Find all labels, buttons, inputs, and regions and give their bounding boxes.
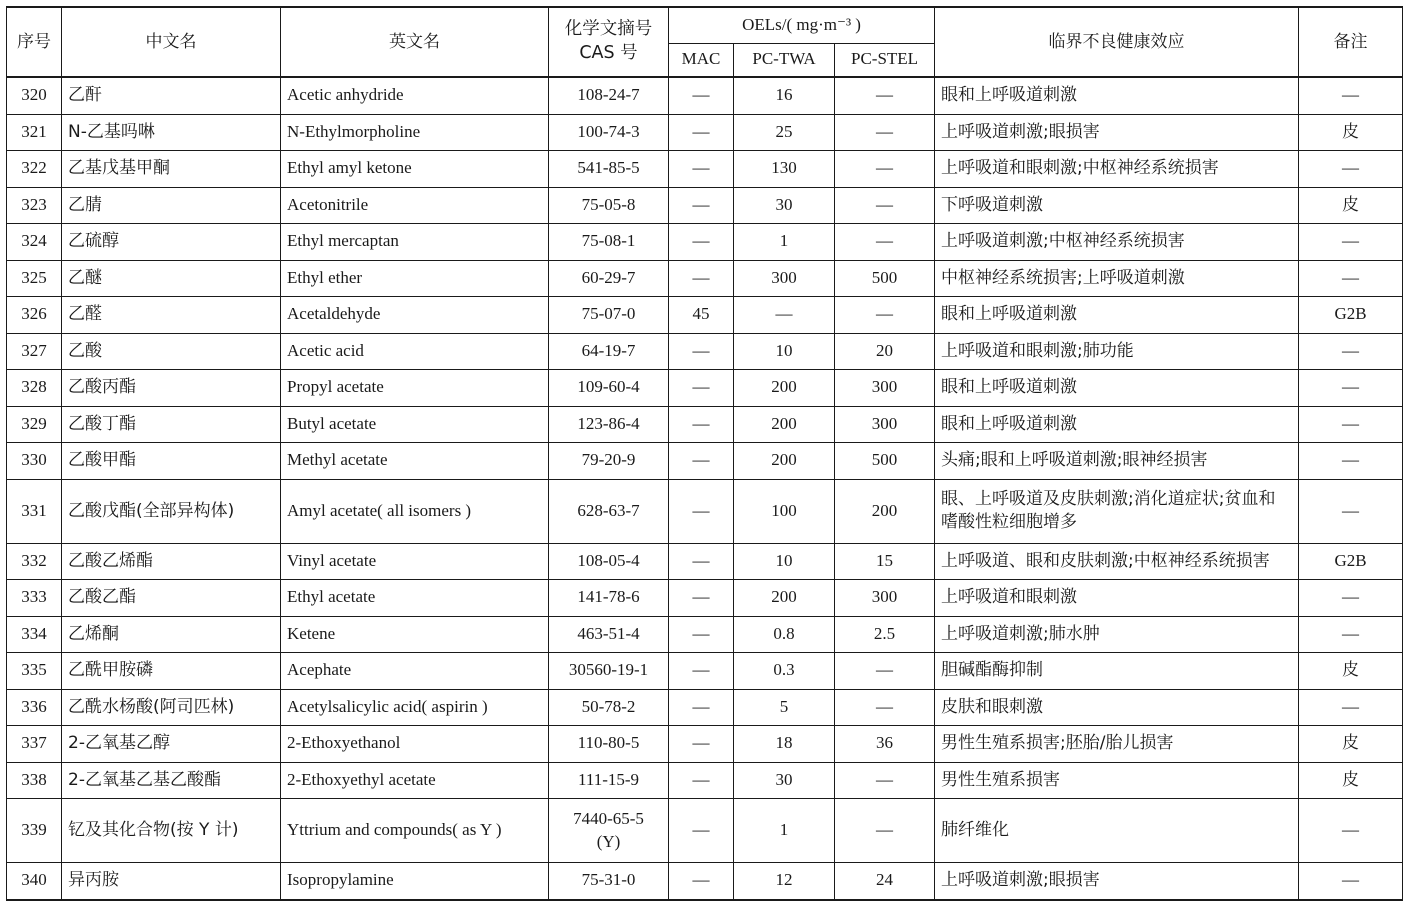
cell-cn-name: 2-乙氧基乙醇 [62, 726, 281, 763]
cell-en-name: N-Ethylmorpholine [281, 114, 549, 151]
cell-cas: 110-80-5 [549, 726, 669, 763]
cell-no: 334 [7, 616, 62, 653]
header-oels: OELs/( mg·m⁻³ ) [669, 7, 935, 43]
cell-no: 322 [7, 151, 62, 188]
cell-effect: 胆碱酯酶抑制 [935, 653, 1299, 690]
cell-effect: 上呼吸道、眼和皮肤刺激;中枢神经系统损害 [935, 543, 1299, 580]
cell-en-name: Propyl acetate [281, 370, 549, 407]
cell-en-name: Vinyl acetate [281, 543, 549, 580]
cell-pc-stel: — [835, 114, 935, 151]
table-row [7, 726, 1403, 763]
table-row [7, 151, 1403, 188]
cell-mac: — [669, 479, 734, 543]
cell-no: 321 [7, 114, 62, 151]
cell-no: 323 [7, 187, 62, 224]
table-row [7, 799, 1403, 863]
cell-pc-twa: 0.3 [734, 653, 835, 690]
table-row [7, 187, 1403, 224]
cell-mac: — [669, 370, 734, 407]
cell-note: — [1299, 260, 1403, 297]
cell-en-name: Ethyl mercaptan [281, 224, 549, 261]
cell-note: 皮 [1299, 114, 1403, 151]
cell-pc-stel: 500 [835, 260, 935, 297]
cell-mac: — [669, 543, 734, 580]
cell-cas: 75-07-0 [549, 297, 669, 334]
cell-no: 336 [7, 689, 62, 726]
cell-en-name: Amyl acetate( all isomers ) [281, 479, 549, 543]
cell-mac: — [669, 77, 734, 114]
cell-en-name: Isopropylamine [281, 863, 549, 900]
cell-pc-stel: 15 [835, 543, 935, 580]
cell-pc-stel: 300 [835, 370, 935, 407]
cell-en-name: Acetonitrile [281, 187, 549, 224]
cell-cas: 109-60-4 [549, 370, 669, 407]
cell-pc-stel: — [835, 799, 935, 863]
cell-mac: — [669, 580, 734, 617]
header-note: 备注 [1299, 7, 1403, 77]
cell-no: 326 [7, 297, 62, 334]
header-cas [549, 7, 669, 77]
cell-no: 337 [7, 726, 62, 763]
cell-cas: 30560-19-1 [549, 653, 669, 690]
cell-mac: — [669, 151, 734, 188]
cell-pc-twa: 1 [734, 224, 835, 261]
cell-cn-name: 乙酸 [62, 333, 281, 370]
cell-en-name: Ethyl ether [281, 260, 549, 297]
cell-cn-name: 异丙胺 [62, 863, 281, 900]
cell-pc-stel: 500 [835, 443, 935, 480]
cell-no: 330 [7, 443, 62, 480]
cell-no: 320 [7, 77, 62, 114]
cell-cas: 108-24-7 [549, 77, 669, 114]
cell-mac: — [669, 406, 734, 443]
cell-pc-twa: 130 [734, 151, 835, 188]
header-cas-line2: CAS 号 [579, 43, 638, 63]
cell-note: 皮 [1299, 187, 1403, 224]
cell-cn-name: 乙酸乙烯酯 [62, 543, 281, 580]
cell-cas: 541-85-5 [549, 151, 669, 188]
cell-cn-name: 乙烯酮 [62, 616, 281, 653]
cell-effect: 下呼吸道刺激 [935, 187, 1299, 224]
cell-cn-name: 乙酸丙酯 [62, 370, 281, 407]
cell-cn-name: 乙酐 [62, 77, 281, 114]
cell-no: 338 [7, 762, 62, 799]
table-row [7, 443, 1403, 480]
cell-note: G2B [1299, 297, 1403, 334]
table-row [7, 114, 1403, 151]
oel-table [6, 6, 1403, 901]
cell-pc-stel: 20 [835, 333, 935, 370]
cell-cn-name: 乙酸丁酯 [62, 406, 281, 443]
cell-no: 327 [7, 333, 62, 370]
cell-cas: 463-51-4 [549, 616, 669, 653]
cell-mac: — [669, 333, 734, 370]
cell-mac: — [669, 653, 734, 690]
table-row [7, 653, 1403, 690]
cell-cn-name: 乙酸戊酯(全部异构体) [62, 479, 281, 543]
cell-effect: 上呼吸道刺激;肺水肿 [935, 616, 1299, 653]
table-row [7, 224, 1403, 261]
header-no: 序号 [7, 7, 62, 77]
cell-no: 325 [7, 260, 62, 297]
header-pc-twa: PC-TWA [734, 43, 835, 77]
cell-mac: — [669, 863, 734, 900]
cell-effect: 上呼吸道刺激;眼损害 [935, 863, 1299, 900]
cell-no: 335 [7, 653, 62, 690]
cell-pc-twa: 30 [734, 762, 835, 799]
cell-note: — [1299, 689, 1403, 726]
cell-pc-twa: 200 [734, 406, 835, 443]
cell-pc-twa: 300 [734, 260, 835, 297]
cell-pc-twa: 10 [734, 543, 835, 580]
cell-pc-twa: 16 [734, 77, 835, 114]
cell-mac: — [669, 260, 734, 297]
cell-pc-twa: 200 [734, 443, 835, 480]
cell-cn-name: 乙酰水杨酸(阿司匹林) [62, 689, 281, 726]
cell-note: — [1299, 333, 1403, 370]
cell-note: — [1299, 406, 1403, 443]
cell-en-name: Acephate [281, 653, 549, 690]
cell-note: — [1299, 799, 1403, 863]
cell-cas: 50-78-2 [549, 689, 669, 726]
cell-pc-stel: 24 [835, 863, 935, 900]
cell-pc-twa: 200 [734, 370, 835, 407]
cell-pc-twa: 200 [734, 580, 835, 617]
cell-pc-stel: — [835, 187, 935, 224]
cell-note: 皮 [1299, 726, 1403, 763]
cell-en-name: Acetic anhydride [281, 77, 549, 114]
cell-cn-name: 钇及其化合物(按 Y 计) [62, 799, 281, 863]
cell-effect: 上呼吸道和眼刺激 [935, 580, 1299, 617]
table-row [7, 370, 1403, 407]
cell-note: — [1299, 616, 1403, 653]
table-row [7, 543, 1403, 580]
cell-pc-stel: — [835, 762, 935, 799]
cell-cas: 75-31-0 [549, 863, 669, 900]
cell-cas: 100-74-3 [549, 114, 669, 151]
cell-en-name: Methyl acetate [281, 443, 549, 480]
cell-effect: 头痛;眼和上呼吸道刺激;眼神经损害 [935, 443, 1299, 480]
cell-pc-stel: — [835, 297, 935, 334]
cell-mac: — [669, 443, 734, 480]
cell-no: 328 [7, 370, 62, 407]
cell-cn-name: 乙硫醇 [62, 224, 281, 261]
table-row [7, 580, 1403, 617]
table-row [7, 689, 1403, 726]
cell-note: 皮 [1299, 762, 1403, 799]
header-en-name: 英文名 [281, 7, 549, 77]
header-pc-stel: PC-STEL [835, 43, 935, 77]
cell-cn-name: 乙酰甲胺磷 [62, 653, 281, 690]
cell-cn-name: 乙醚 [62, 260, 281, 297]
table-row [7, 260, 1403, 297]
cell-note: — [1299, 224, 1403, 261]
cell-effect: 眼和上呼吸道刺激 [935, 77, 1299, 114]
cell-mac: 45 [669, 297, 734, 334]
cell-cn-name: 乙腈 [62, 187, 281, 224]
cell-no: 329 [7, 406, 62, 443]
cell-note: — [1299, 77, 1403, 114]
cell-note: — [1299, 151, 1403, 188]
header-cn-name: 中文名 [62, 7, 281, 77]
table-row [7, 863, 1403, 900]
cell-cas: 7440-65-5 (Y) [549, 799, 669, 863]
cell-cas: 75-08-1 [549, 224, 669, 261]
cell-pc-twa: — [734, 297, 835, 334]
table-row [7, 333, 1403, 370]
cell-no: 333 [7, 580, 62, 617]
table-row [7, 762, 1403, 799]
table-row [7, 297, 1403, 334]
cell-effect: 眼和上呼吸道刺激 [935, 406, 1299, 443]
cell-no: 339 [7, 799, 62, 863]
cell-effect: 上呼吸道刺激;眼损害 [935, 114, 1299, 151]
cell-mac: — [669, 726, 734, 763]
cell-pc-stel: — [835, 689, 935, 726]
cell-pc-stel: — [835, 224, 935, 261]
cell-note: — [1299, 863, 1403, 900]
header-cas-line1: 化学文摘号 [564, 19, 653, 40]
cell-mac: — [669, 799, 734, 863]
cell-en-name: Butyl acetate [281, 406, 549, 443]
cell-en-name: 2-Ethoxyethyl acetate [281, 762, 549, 799]
cell-note: G2B [1299, 543, 1403, 580]
cell-en-name: Yttrium and compounds( as Y ) [281, 799, 549, 863]
cell-pc-twa: 12 [734, 863, 835, 900]
cell-effect: 上呼吸道刺激;中枢神经系统损害 [935, 224, 1299, 261]
cell-cn-name: 乙酸乙酯 [62, 580, 281, 617]
table-row [7, 479, 1403, 543]
cell-pc-twa: 1 [734, 799, 835, 863]
cell-en-name: Ethyl acetate [281, 580, 549, 617]
cell-en-name: 2-Ethoxyethanol [281, 726, 549, 763]
cell-cas: 141-78-6 [549, 580, 669, 617]
header-mac: MAC [669, 43, 734, 77]
table-row [7, 406, 1403, 443]
cell-cas: 75-05-8 [549, 187, 669, 224]
cell-effect: 男性生殖系损害 [935, 762, 1299, 799]
cell-pc-stel: — [835, 77, 935, 114]
cell-cn-name: 乙酸甲酯 [62, 443, 281, 480]
cell-note: — [1299, 580, 1403, 617]
cell-pc-stel: 300 [835, 580, 935, 617]
cell-pc-stel: 2.5 [835, 616, 935, 653]
cell-effect: 上呼吸道和眼刺激;中枢神经系统损害 [935, 151, 1299, 188]
cell-effect: 中枢神经系统损害;上呼吸道刺激 [935, 260, 1299, 297]
cell-note: — [1299, 443, 1403, 480]
cell-note: — [1299, 370, 1403, 407]
cell-cas: 628-63-7 [549, 479, 669, 543]
cell-en-name: Acetaldehyde [281, 297, 549, 334]
cell-en-name: Ketene [281, 616, 549, 653]
cell-mac: — [669, 616, 734, 653]
cell-pc-stel: 36 [835, 726, 935, 763]
cell-mac: — [669, 762, 734, 799]
cell-no: 324 [7, 224, 62, 261]
table-body [7, 77, 1403, 900]
cell-pc-twa: 5 [734, 689, 835, 726]
cell-cas: 108-05-4 [549, 543, 669, 580]
cell-pc-stel: 300 [835, 406, 935, 443]
cell-no: 331 [7, 479, 62, 543]
cell-pc-twa: 10 [734, 333, 835, 370]
cell-effect: 肺纤维化 [935, 799, 1299, 863]
cell-no: 340 [7, 863, 62, 900]
cell-cas: 123-86-4 [549, 406, 669, 443]
cell-effect: 皮肤和眼刺激 [935, 689, 1299, 726]
cell-pc-twa: 25 [734, 114, 835, 151]
cell-pc-twa: 100 [734, 479, 835, 543]
table-header [7, 7, 1403, 77]
cell-pc-twa: 30 [734, 187, 835, 224]
cell-cas: 79-20-9 [549, 443, 669, 480]
cell-cas: 111-15-9 [549, 762, 669, 799]
cell-no: 332 [7, 543, 62, 580]
cell-effect: 眼和上呼吸道刺激 [935, 370, 1299, 407]
header-effect: 临界不良健康效应 [935, 7, 1299, 77]
cell-cn-name: 乙基戊基甲酮 [62, 151, 281, 188]
cell-mac: — [669, 114, 734, 151]
cell-effect: 上呼吸道和眼刺激;肺功能 [935, 333, 1299, 370]
cell-effect: 眼和上呼吸道刺激 [935, 297, 1299, 334]
cell-cn-name: 乙醛 [62, 297, 281, 334]
cell-mac: — [669, 187, 734, 224]
cell-mac: — [669, 689, 734, 726]
cell-pc-stel: 200 [835, 479, 935, 543]
cell-en-name: Ethyl amyl ketone [281, 151, 549, 188]
cell-cas: 60-29-7 [549, 260, 669, 297]
cell-en-name: Acetylsalicylic acid( aspirin ) [281, 689, 549, 726]
cell-mac: — [669, 224, 734, 261]
cell-effect: 男性生殖系损害;胚胎/胎儿损害 [935, 726, 1299, 763]
cell-note: 皮 [1299, 653, 1403, 690]
cell-pc-twa: 0.8 [734, 616, 835, 653]
cell-effect: 眼、上呼吸道及皮肤刺激;消化道症状;贫血和嗜酸性粒细胞增多 [935, 479, 1299, 543]
cell-cn-name: 2-乙氧基乙基乙酸酯 [62, 762, 281, 799]
table-row [7, 616, 1403, 653]
cell-pc-stel: — [835, 653, 935, 690]
cell-pc-stel: — [835, 151, 935, 188]
cell-en-name: Acetic acid [281, 333, 549, 370]
cell-pc-twa: 18 [734, 726, 835, 763]
table-row [7, 77, 1403, 114]
cell-note: — [1299, 479, 1403, 543]
cell-cas: 64-19-7 [549, 333, 669, 370]
cell-cn-name: N-乙基吗啉 [62, 114, 281, 151]
